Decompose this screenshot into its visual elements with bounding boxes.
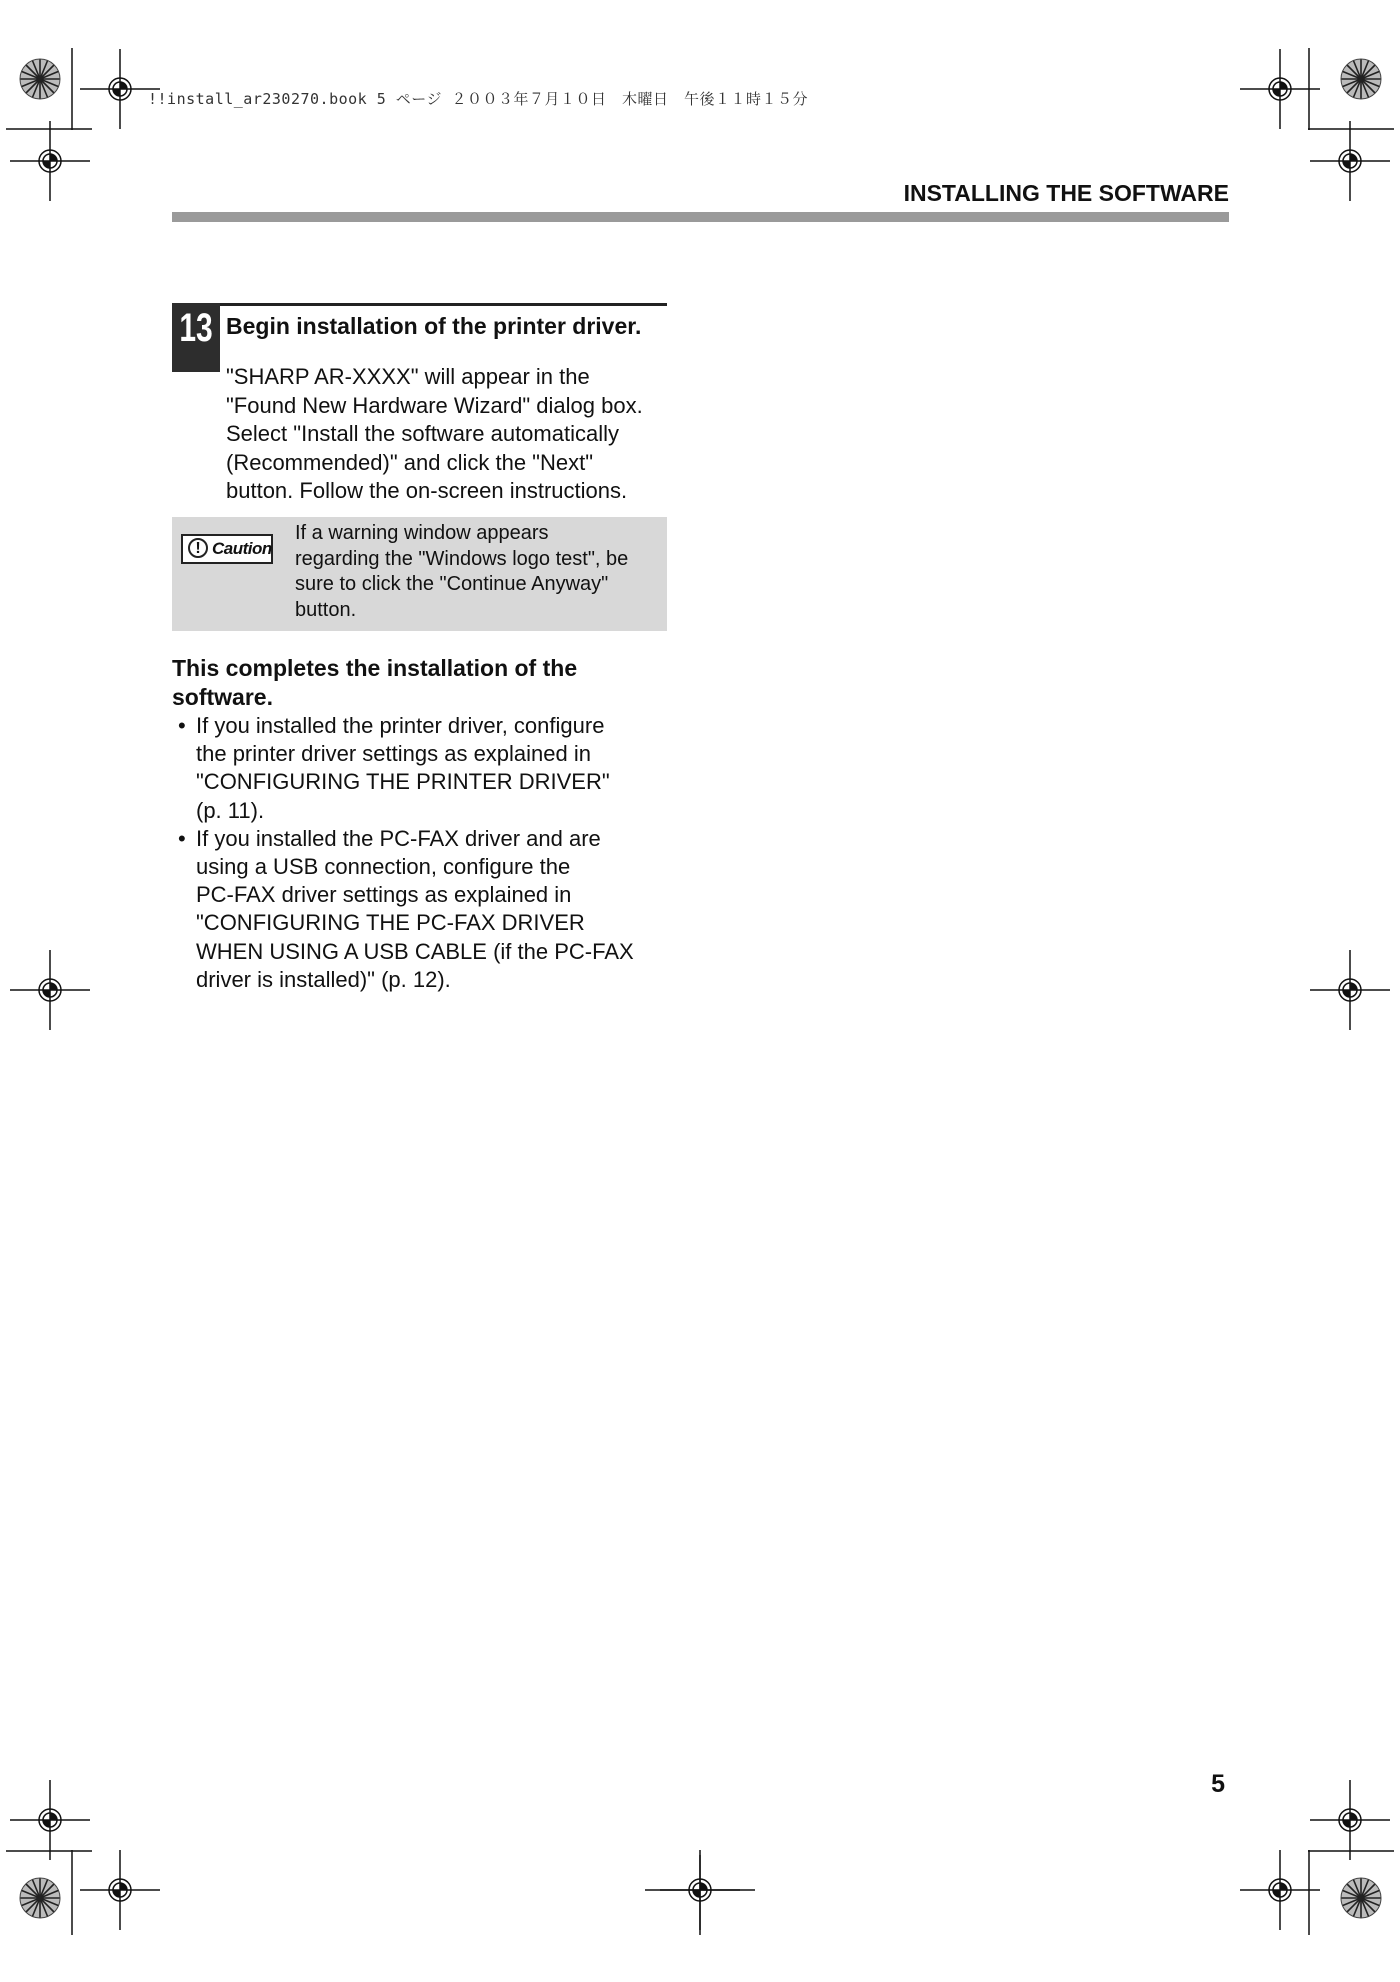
bullet-icon: •: [178, 713, 186, 738]
bullet-line: If you installed the PC-FAX driver and are: [196, 825, 601, 851]
caution-label: Caution: [212, 539, 272, 558]
step-number: 13: [172, 303, 220, 372]
completion-heading: [172, 654, 642, 711]
list-item: [172, 825, 672, 994]
registration-crosshair-icon: [1310, 950, 1390, 1030]
caution-text: [295, 521, 663, 623]
caution-badge: [181, 534, 273, 564]
registration-crosshair-icon: [1310, 1780, 1390, 1860]
step-title: Begin installation of the printer driver.: [226, 313, 642, 339]
caution-line: If a warning window appears: [295, 522, 549, 544]
bullet-line: (p. 11).: [196, 797, 265, 823]
step-rule: [217, 303, 667, 306]
list-item: [172, 712, 672, 825]
completion-heading-line: This completes the installation of the: [172, 655, 578, 681]
step-body: [226, 363, 666, 506]
caution-line: regarding the "Windows logo test", be: [295, 547, 629, 570]
bullet-line: If you installed the printer driver, configure: [196, 713, 605, 738]
header-rule: [172, 212, 1229, 222]
exclamation-icon: !: [188, 538, 208, 558]
registration-crosshair-icon: [1240, 1850, 1320, 1930]
registration-crosshair-icon: [10, 950, 90, 1030]
registration-star-icon: [20, 59, 60, 99]
registration-star-icon: [20, 1878, 60, 1918]
registration-crosshair-icon: [1310, 121, 1390, 201]
registration-crosshair-icon: [10, 121, 90, 201]
step-body-line: "SHARP AR-XXXX" will appear in the: [226, 364, 590, 389]
step-body-line: Select "Install the software automatically: [226, 421, 619, 446]
registration-star-icon: [1341, 59, 1381, 99]
step-body-line: "Found New Hardware Wizard" dialog box.: [226, 392, 643, 418]
bullet-line: the printer driver settings as explained in: [196, 741, 591, 767]
registration-crosshair-icon: [10, 1780, 90, 1860]
registration-crosshair-icon: [80, 1850, 160, 1930]
completion-bullets: [172, 712, 672, 994]
registration-crosshair-icon: [1240, 49, 1320, 129]
running-head: INSTALLING THE SOFTWARE: [903, 180, 1229, 206]
step-body-line: (Recommended)" and click the "Next": [226, 449, 594, 475]
bullet-line: "CONFIGURING THE PRINTER DRIVER": [196, 769, 610, 795]
step-body-line: button. Follow the on-screen instructions.: [226, 478, 628, 503]
registration-star-icon: [1341, 1878, 1381, 1918]
bullet-line: "CONFIGURING THE PC-FAX DRIVER: [196, 910, 585, 936]
caution-line: button.: [295, 598, 357, 621]
bullet-line: driver is installed)" (p. 12).: [196, 966, 451, 992]
print-header: !!install_ar230270.book 5 ページ ２００３年７月１０日 木曜日 午後１１時１５分: [148, 90, 809, 108]
bullet-line: using a USB connection, configure the: [196, 854, 571, 880]
bullet-line: PC-FAX driver settings as explained in: [196, 882, 572, 908]
caution-line: sure to click the "Continue Anyway": [295, 573, 609, 595]
bullet-line: WHEN USING A USB CABLE (if the PC-FAX: [196, 938, 634, 964]
page-number: 5: [1211, 1770, 1225, 1798]
completion-heading-line: software.: [172, 683, 273, 710]
bullet-icon: •: [178, 825, 186, 851]
